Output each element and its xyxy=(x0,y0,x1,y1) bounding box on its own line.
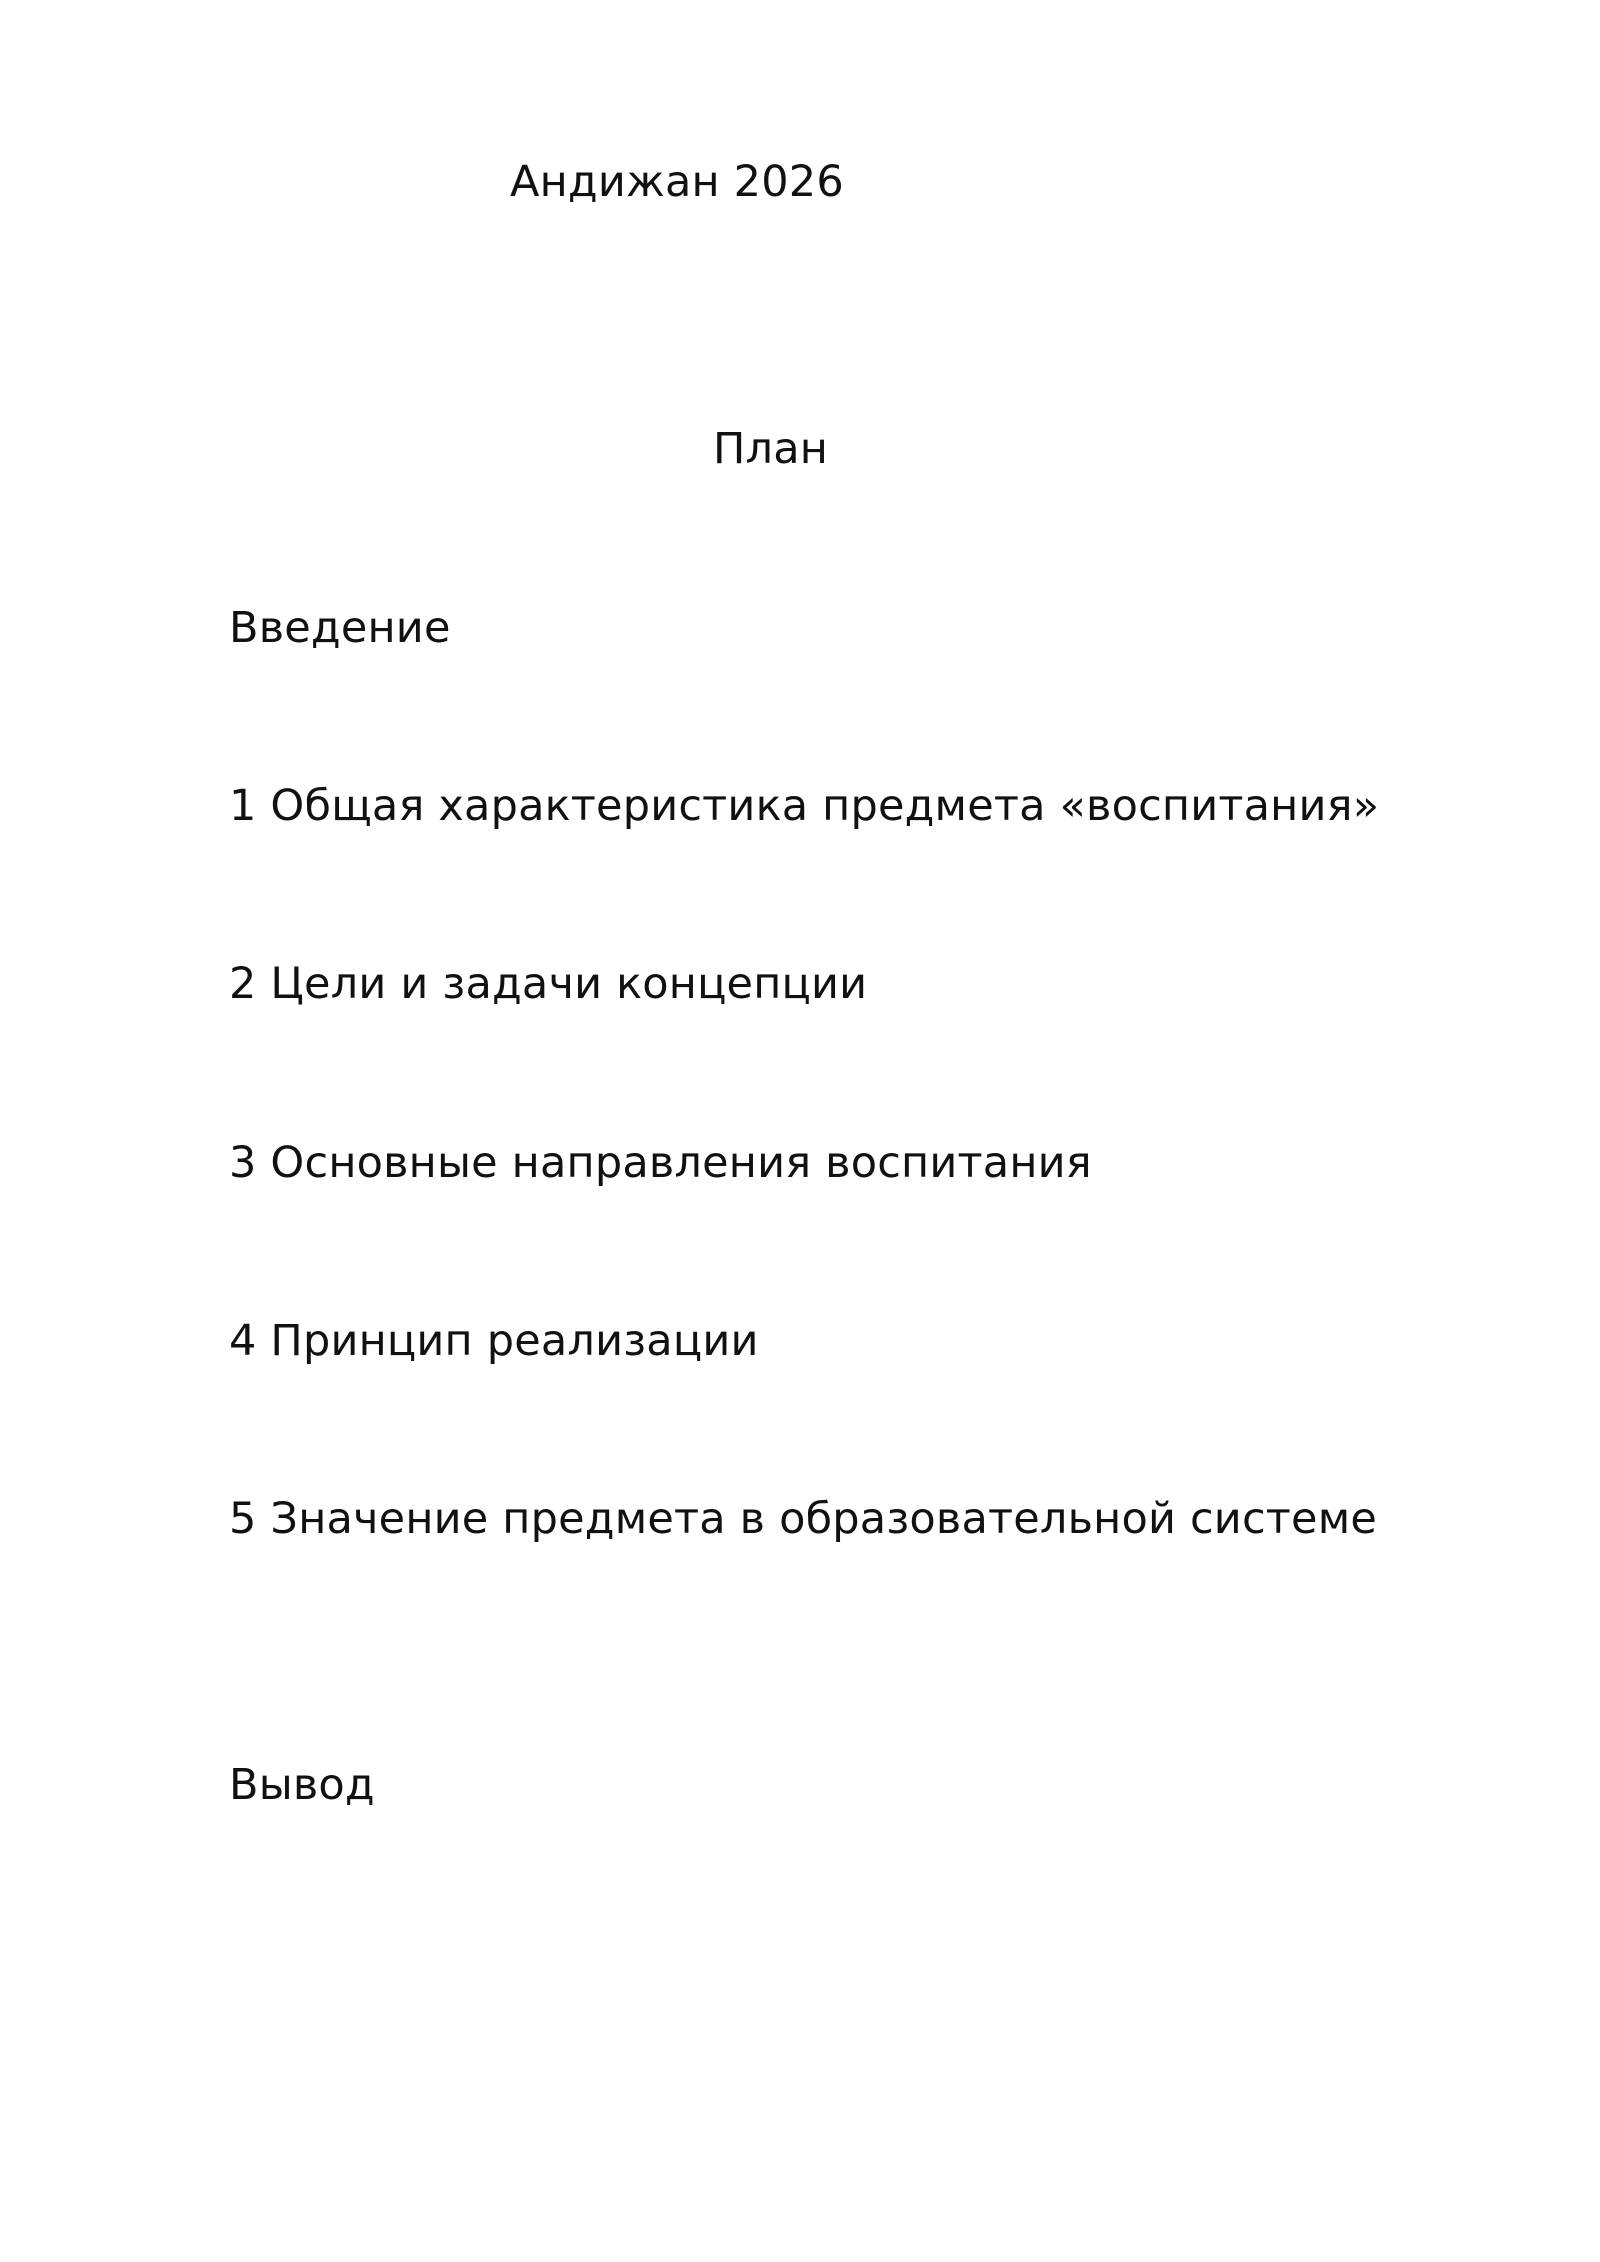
contents-item-conclusion: Вывод xyxy=(229,1760,375,1810)
contents-item-2: 2 Цели и задачи концепции xyxy=(229,959,868,1009)
contents-item-4: 4 Принцип реализации xyxy=(229,1316,759,1366)
contents-item-3: 3 Основные направления воспитания xyxy=(229,1138,1092,1188)
contents-item-1: 1 Общая характеристика предмета «воспитания» xyxy=(229,781,1380,831)
city-year: Андижан 2026 xyxy=(510,157,844,207)
contents-item-introduction: Введение xyxy=(229,603,451,653)
contents-item-5: 5 Значение предмета в образовательной системе xyxy=(229,1494,1377,1544)
plan-title: План xyxy=(713,424,829,474)
